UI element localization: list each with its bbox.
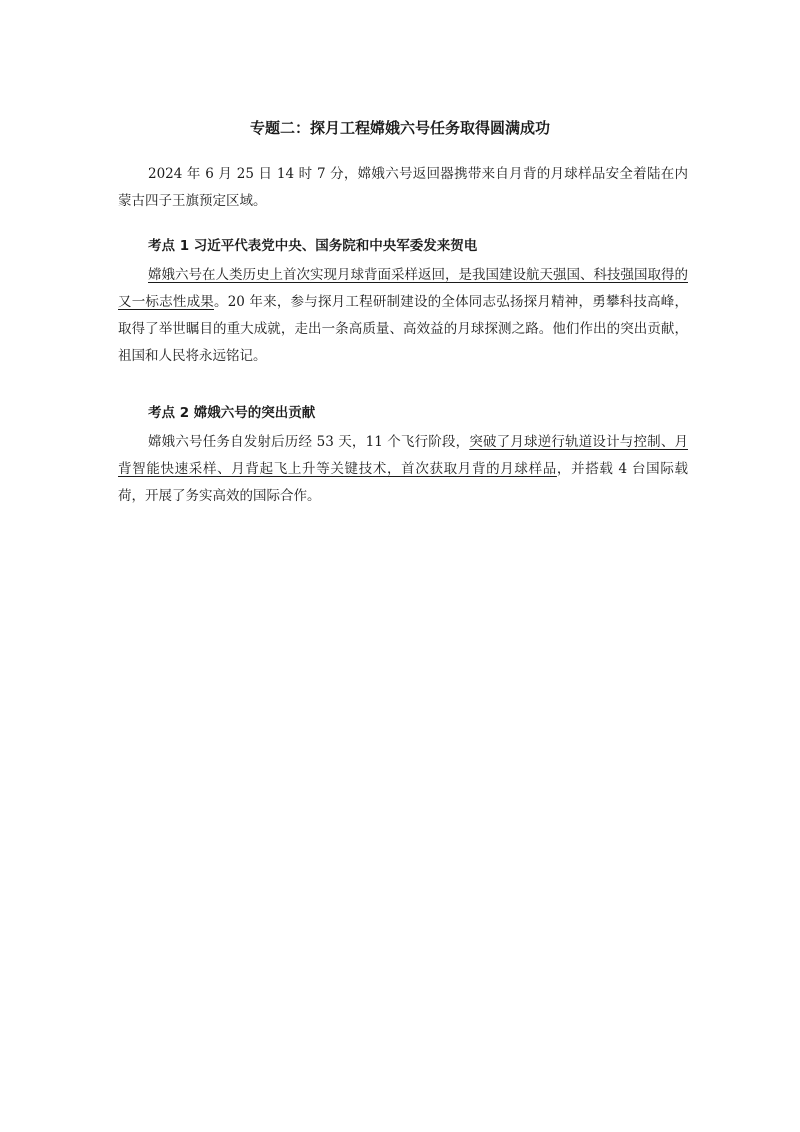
section-2-heading: 考点 2 嫦娥六号的突出贡献 <box>148 405 316 421</box>
section-1-underlined-text: 嫦娥六号在人类历史上首次实现月球背面采样返回，是我国建设航天强国、科技强国取得的又一标志性成果 <box>118 267 688 310</box>
section-2-underlined-text: 突破了月球逆行轨道设计与控制、月背智能快速采样、月背起飞上升等关键技术，首次获取月背的月球样品 <box>118 434 688 477</box>
section-1-heading: 考点 1 习近平代表党中央、国务院和中央军委发来贺电 <box>148 238 478 254</box>
section-2-lead-text: 嫦娥六号任务自发射后历经 53 天，11 个飞行阶段， <box>148 434 470 450</box>
section-2-paragraph <box>118 429 688 510</box>
section-1-paragraph <box>118 262 688 370</box>
page-title: 专题二：探月工程嫦娥六号任务取得圆满成功 <box>249 119 550 137</box>
section-1-text: 。20 年来，参与探月工程研制建设的全体同志弘扬探月精神，勇攀科技高峰，取得了举世瞩目的重大成就，走出一条高质量、高效益的月球探测之路。他们作出的突出贡献，祖国和人民将永远铭记。 <box>118 294 689 364</box>
intro-paragraph: 2024 年 6 月 25 日 14 时 7 分，嫦娥六号返回器携带来自月背的月球样品安全着陆在内蒙古四子王旗预定区域。 <box>118 166 688 209</box>
section-2-text: ，并搭载 4 台国际载荷，开展了务实高效的国际合作。 <box>118 461 689 504</box>
